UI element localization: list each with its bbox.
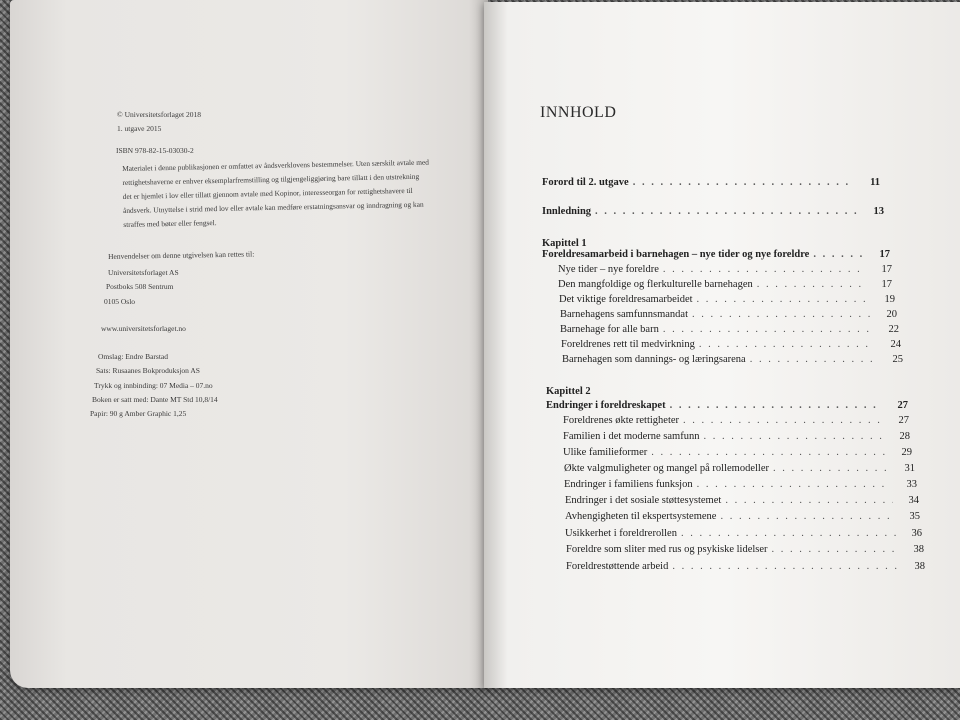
toc-title: INNHOLD	[540, 104, 617, 121]
toc-entry-chapter-2	[546, 400, 908, 411]
chapter-1-heading: Kapittel 1	[542, 238, 587, 249]
notice-line: rettighetshaverne er enhver eksemplarfremstilling og tilgjengeliggjøring bare tillatt i den utstrekning	[122, 171, 420, 187]
toc-page: 19	[884, 294, 895, 305]
toc-label: Økte valgmuligheter og mangel på rollemodeller	[564, 463, 769, 474]
toc-page: 29	[901, 447, 912, 458]
toc-page: 17	[879, 249, 890, 260]
toc-subentry	[565, 495, 919, 506]
toc-page: 17	[881, 279, 892, 290]
leader-dots	[773, 463, 889, 474]
toc-label: Det viktige foreldresamarbeidet	[559, 294, 693, 305]
toc-subentry	[566, 561, 925, 572]
notice-line: Materialet i denne publikasjonen er omfattet av åndsverklovens bestemmelser. Uten særskilt avtale med	[122, 157, 429, 173]
toc-label: Endringer i det sosiale støttesystemet	[565, 495, 722, 506]
leader-dots	[651, 447, 886, 458]
toc-page: 28	[899, 431, 910, 442]
leader-dots	[697, 479, 891, 490]
toc-subentry	[561, 339, 901, 350]
leader-dots	[720, 511, 894, 522]
toc-label: Forord til 2. utgave	[542, 177, 629, 188]
leader-dots	[692, 309, 871, 320]
toc-page: 27	[897, 400, 908, 411]
toc-label: Barnehagen som dannings- og læringsarena	[562, 354, 746, 365]
toc-subentry	[564, 463, 915, 474]
toc-page: 31	[904, 463, 915, 474]
toc-subentry	[560, 309, 897, 320]
credit-line: Sats: Rusaanes Bokproduksjon AS	[96, 366, 200, 375]
copyright-notice	[122, 155, 473, 232]
leader-dots	[750, 354, 877, 365]
notice-line: åndsverk. Utnyttelse i strid med lov eller avtale kan medføre erstatningsansvar og inndragning og kan	[122, 199, 424, 215]
leader-dots	[681, 528, 896, 539]
toc-page: 38	[913, 544, 924, 555]
chapter-2-heading: Kapittel 2	[546, 386, 591, 397]
toc-label: Den mangfoldige og flerkulturelle barnehagen	[558, 279, 753, 290]
toc-label: Barnehage for alle barn	[560, 324, 659, 335]
toc-subentry	[563, 447, 912, 458]
toc-page: 25	[892, 354, 903, 365]
toc-page: 13	[873, 206, 884, 217]
credit-line: Papir: 90 g Amber Graphic 1,25	[90, 409, 187, 418]
toc-subentry	[566, 544, 924, 555]
toc-page: 27	[898, 415, 909, 426]
leader-dots	[725, 495, 893, 506]
address-line: Postboks 508 Sentrum	[106, 282, 174, 291]
toc-entry-innledning	[542, 206, 884, 217]
leader-dots	[670, 400, 882, 411]
toc-entry-chapter-1	[542, 249, 890, 260]
toc-subentry	[565, 528, 922, 539]
leader-dots	[813, 249, 864, 260]
toc-label: Foreldre som sliter med rus og psykiske lidelser	[566, 544, 768, 555]
leader-dots	[697, 294, 869, 305]
toc-subentry	[563, 431, 910, 442]
inquiries-line: Henvendelser om denne utgivelsen kan rettes til:	[108, 249, 255, 261]
website-line: www.universitetsforlaget.no	[101, 324, 186, 333]
leader-dots	[672, 561, 899, 572]
left-page	[10, 0, 488, 688]
copyright-line: © Universitetsforlaget 2018	[117, 110, 202, 119]
leader-dots	[663, 324, 873, 335]
toc-page: 36	[911, 528, 922, 539]
toc-label: Endringer i foreldreskapet	[546, 400, 666, 411]
toc-page: 33	[906, 479, 917, 490]
leader-dots	[757, 279, 866, 290]
toc-subentry	[564, 479, 917, 490]
address-line: Universitetsforlaget AS	[108, 268, 179, 277]
toc-page: 17	[881, 264, 892, 275]
leader-dots	[683, 415, 883, 426]
toc-page: 35	[909, 511, 920, 522]
toc-page: 20	[886, 309, 897, 320]
credit-line: Boken er satt med: Dante MT Std 10,8/14	[92, 395, 218, 404]
toc-label: Barnehagens samfunnsmandat	[560, 309, 689, 320]
toc-page: 38	[914, 561, 925, 572]
toc-subentry	[562, 354, 903, 365]
notice-line: det er hjemlet i lov eller tillatt gjennom avtale med Kopinor, interesseorgan for rettighetshavere til	[122, 185, 413, 201]
toc-subentry	[563, 415, 909, 426]
toc-label: Usikkerhet i foreldrerollen	[565, 528, 677, 539]
toc-label: Avhengigheten til ekspertsystemene	[565, 511, 717, 522]
toc-label: Foreldresamarbeid i barnehagen – nye tider og nye foreldre	[542, 249, 810, 260]
toc-label: Foreldrenes rett til medvirkning	[561, 339, 695, 350]
toc-label: Familien i det moderne samfunn	[563, 431, 700, 442]
toc-subentry	[558, 279, 892, 290]
toc-label: Endringer i familiens funksjon	[564, 479, 693, 490]
toc-page: 24	[890, 339, 901, 350]
toc-label: Foreldrestøttende arbeid	[566, 561, 669, 572]
toc-page: 11	[870, 177, 880, 188]
notice-line: straffes med bøter eller fengsel.	[123, 218, 217, 229]
toc-label: Foreldrenes økte rettigheter	[563, 415, 680, 426]
toc-page: 22	[888, 324, 899, 335]
leader-dots	[595, 206, 858, 217]
credit-line: Trykk og innbinding: 07 Media – 07.no	[94, 381, 213, 390]
leader-dots	[663, 264, 866, 275]
toc-subentry	[560, 324, 899, 335]
leader-dots	[703, 431, 884, 442]
leader-dots	[633, 177, 854, 188]
leader-dots	[699, 339, 875, 350]
toc-subentry	[559, 294, 895, 305]
toc-label: Innledning	[542, 206, 592, 217]
toc-subentry	[558, 264, 892, 275]
toc-page: 34	[908, 495, 919, 506]
toc-label: Ulike familieformer	[563, 447, 648, 458]
toc-label: Nye tider – nye foreldre	[558, 264, 659, 275]
isbn-line: ISBN 978-82-15-03030-2	[116, 146, 194, 155]
toc-entry-forord	[542, 177, 880, 188]
credit-line: Omslag: Endre Barstad	[98, 352, 168, 361]
edition-line: 1. utgave 2015	[117, 124, 162, 133]
address-line: 0105 Oslo	[104, 297, 136, 306]
leader-dots	[772, 544, 898, 555]
toc-subentry	[565, 511, 920, 522]
